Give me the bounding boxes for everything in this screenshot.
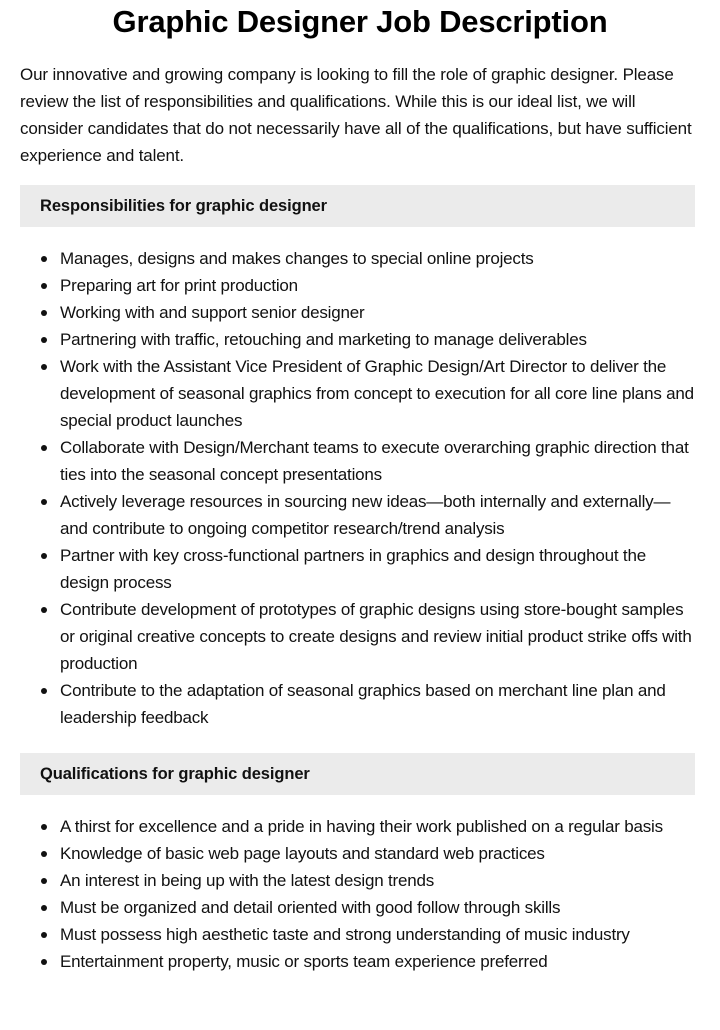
list-item-text: Preparing art for print production (60, 276, 298, 295)
list-item-text: Contribute to the adaptation of seasonal graphics based on merchant line plan and leadership feedback (60, 681, 666, 727)
list-item-text: Working with and support senior designer (60, 303, 365, 322)
bullet-icon (41, 283, 47, 289)
list-item-text: Work with the Assistant Vice President of Graphic Design/Art Director to deliver the development of seasonal graphics from concept to execution for all core line plans and special product launches (60, 357, 694, 430)
list-item-text: Contribute development of prototypes of graphic designs using store-bought samples or original creative concepts to create designs and review initial product strike offs with production (60, 600, 692, 673)
list-item (20, 245, 696, 272)
list-item (20, 272, 696, 299)
list-item-text: Must be organized and detail oriented with good follow through skills (60, 898, 561, 917)
list-item-text: Knowledge of basic web page layouts and standard web practices (60, 844, 545, 863)
bullet-icon (41, 607, 47, 613)
list-item (20, 840, 696, 867)
list-item-text: A thirst for excellence and a pride in having their work published on a regular basis (60, 817, 663, 836)
responsibilities-list (20, 245, 696, 731)
list-item (20, 353, 696, 434)
list-item-text: Partnering with traffic, retouching and marketing to manage deliverables (60, 330, 587, 349)
bullet-icon (41, 310, 47, 316)
bullet-icon (41, 824, 47, 830)
bullet-icon (41, 499, 47, 505)
list-item-text: Partner with key cross-functional partners in graphics and design throughout the design process (60, 546, 646, 592)
bullet-icon (41, 445, 47, 451)
list-item-text: Must possess high aesthetic taste and strong understanding of music industry (60, 925, 630, 944)
list-item (20, 326, 696, 353)
list-item-text: Manages, designs and makes changes to special online projects (60, 249, 534, 268)
bullet-icon (41, 851, 47, 857)
bullet-icon (41, 688, 47, 694)
list-item-text: An interest in being up with the latest design trends (60, 871, 435, 890)
responsibilities-heading: Responsibilities for graphic designer (20, 185, 695, 227)
bullet-icon (41, 364, 47, 370)
bullet-icon (41, 878, 47, 884)
intro-paragraph: Our innovative and growing company is looking to fill the role of graphic designer. Please review the list of responsibilities and qualifications. While this is our ideal list, we will consider candidates that do not necessarily have all of the qualifications, but have sufficient experience and talent. (20, 65, 692, 165)
list-item (20, 894, 696, 921)
list-item (20, 299, 696, 326)
list-item (20, 434, 696, 488)
list-item-text: Collaborate with Design/Merchant teams to execute overarching graphic direction that ties into the seasonal concept presentations (60, 438, 689, 484)
bullet-icon (41, 256, 47, 262)
list-item (20, 542, 696, 596)
bullet-icon (41, 959, 47, 965)
bullet-icon (41, 905, 47, 911)
list-item (20, 813, 696, 840)
qualifications-list (20, 813, 696, 975)
list-item-text: Actively leverage resources in sourcing new ideas—both internally and externally—and contribute to ongoing competitor research/trend analysis (60, 492, 671, 538)
qualifications-heading: Qualifications for graphic designer (20, 753, 695, 795)
list-item (20, 488, 696, 542)
list-item (20, 596, 696, 677)
bullet-icon (41, 932, 47, 938)
page-title: Graphic Designer Job Description (112, 4, 608, 39)
list-item (20, 921, 696, 948)
list-item (20, 948, 696, 975)
bullet-icon (41, 553, 47, 559)
list-item (20, 867, 696, 894)
list-item (20, 677, 696, 731)
bullet-icon (41, 337, 47, 343)
list-item-text: Entertainment property, music or sports team experience preferred (60, 952, 548, 971)
